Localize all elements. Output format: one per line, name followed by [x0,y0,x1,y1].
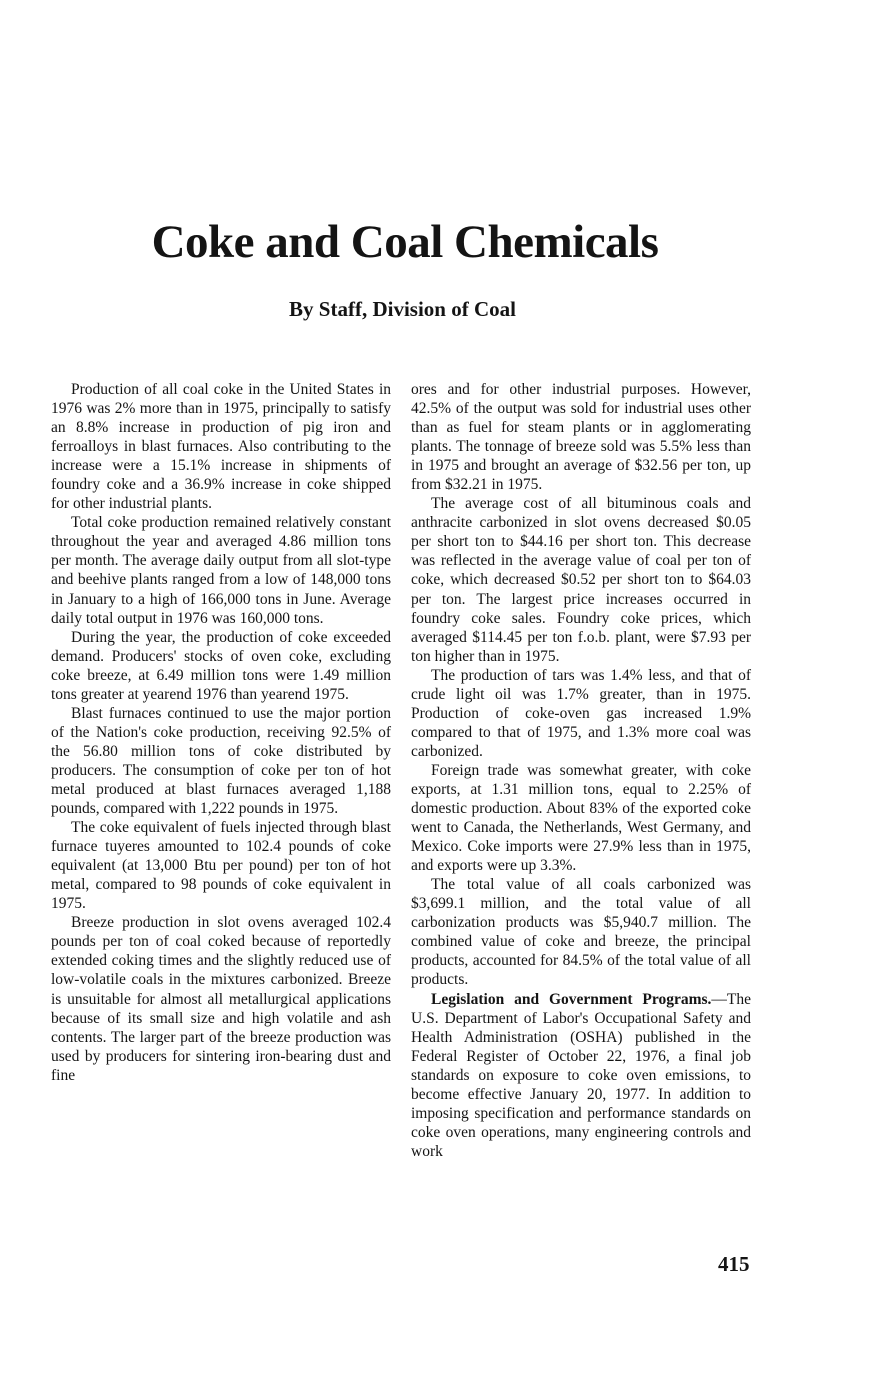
paragraph-total-production: Total coke production remained relatively constant throughout the year and averaged 4.86 million tons per month. The average daily output from all slot-type and beehive plants ranged from a low of 148,000 tons in January to a high of 166,000 tons in June. Average daily total output in 1976 was 160,000 tons. [51,514,391,627]
paragraph-blast-furnaces: Blast furnaces continued to use the major portion of the Nation's coke production, receiving 92.5% of the 56.80 million tons of coke distributed by producers. The consumption of coke per ton of hot metal produced at blast furnaces averaged 1,188 pounds, compared with 1,222 pounds in 1975. [51,704,391,818]
paragraph-breeze-production: Breeze production in slot ovens averaged 102.4 pounds per ton of coal coked because of reportedly extended coking times and the slightly reduced use of low-volatile coals in the mixtures carbonized. Breeze is unsuitable for almost all metallurgical applications because of its small size and high volatile and ash contents. The larger part of the breeze production was used by producers for sintering iron-bearing dust and fine [51,914,391,1084]
right-column [411,380,751,1161]
paragraph-production: Production of all coal coke in the United States in 1976 was 2% more than in 1975, principally to satisfy an 8.8% increase in production of pig iron and ferroalloys in blast furnaces. Also contributing to the increase were a 15.1% increase in shipments of foundry coke and a 36.9% increase in coke shipped for other industrial plants. [51,381,391,513]
page-title: Coke and Coal Chemicals [151,216,659,268]
byline: By Staff, Division of Coal [289,297,516,321]
page-number: 415 [718,1252,750,1276]
paragraph-tars: The production of tars was 1.4% less, and that of crude light oil was 1.7% greater, than in 1975. Production of coke-oven gas increased 1.9% compared to that of 1975, and 1.3% more coal was carbonized. [411,666,751,760]
paragraph-stocks: During the year, the production of coke exceeded demand. Producers' stocks of oven coke, excluding coke breeze, at 6.49 million tons were 1.49 million tons greater at yearend 1976 than yearend 1975. [51,628,391,703]
paragraph-coke-equivalent: The coke equivalent of fuels injected through blast furnace tuyeres amounted to 102.4 pounds of coke equivalent (at 13,000 Btu per pound) per ton of hot metal, compared to 98 pounds of coke equivalent in 1975. [51,819,391,913]
paragraph-foreign-trade: Foreign trade was somewhat greater, with coke exports, at 1.31 million tons, equal to 2.25% of domestic production. About 83% of the exported coke went to Canada, the Netherlands, West Germany, and Mexico. Coke imports were 27.9% less than in 1975, and exports were up 3.3%. [411,761,751,875]
legislation-body: —The U.S. Department of Labor's Occupational Safety and Health Administration (OSHA) published in the Federal Register of October 22, 1976, a final job standards on exposure to coke oven emissions, to become effective January 20, 1977. In addition to imposing specification and performance standards on coke oven operations, many engineering controls and work [411,990,751,1160]
paragraph-breeze-continued: ores and for other industrial purposes. However, 42.5% of the output was sold for industrial uses other than as fuel for steam plants or in agglomerating plants. The tonnage of breeze sold was 5.5% less than in 1975 and brought an average of $32.56 per ton, up from $32.21 in 1975. [411,381,751,494]
paragraph-average-cost: The average cost of all bituminous coals and anthracite carbonized in slot ovens decreased $0.05 per short ton to $44.16 per short ton. This decrease was reflected in the average value of coal per ton of coke, which decreased $0.52 per short ton to $64.03 per ton. The largest price increases occurred in foundry coke sales. Foundry coke prices, which averaged $114.45 per ton f.o.b. plant, were $7.93 per ton higher than in 1975. [411,495,751,665]
legislation-heading: Legislation and Government Programs. [431,990,712,1008]
paragraph-total-value: The total value of all coals carbonized was $3,699.1 million, and the total value of all carbonization products was $5,940.7 million. The combined value of coke and breeze, the principal products, accounted for 84.5% of the total value of all products. [411,876,751,989]
paragraph-legislation [411,990,751,1161]
left-column [51,380,391,1085]
